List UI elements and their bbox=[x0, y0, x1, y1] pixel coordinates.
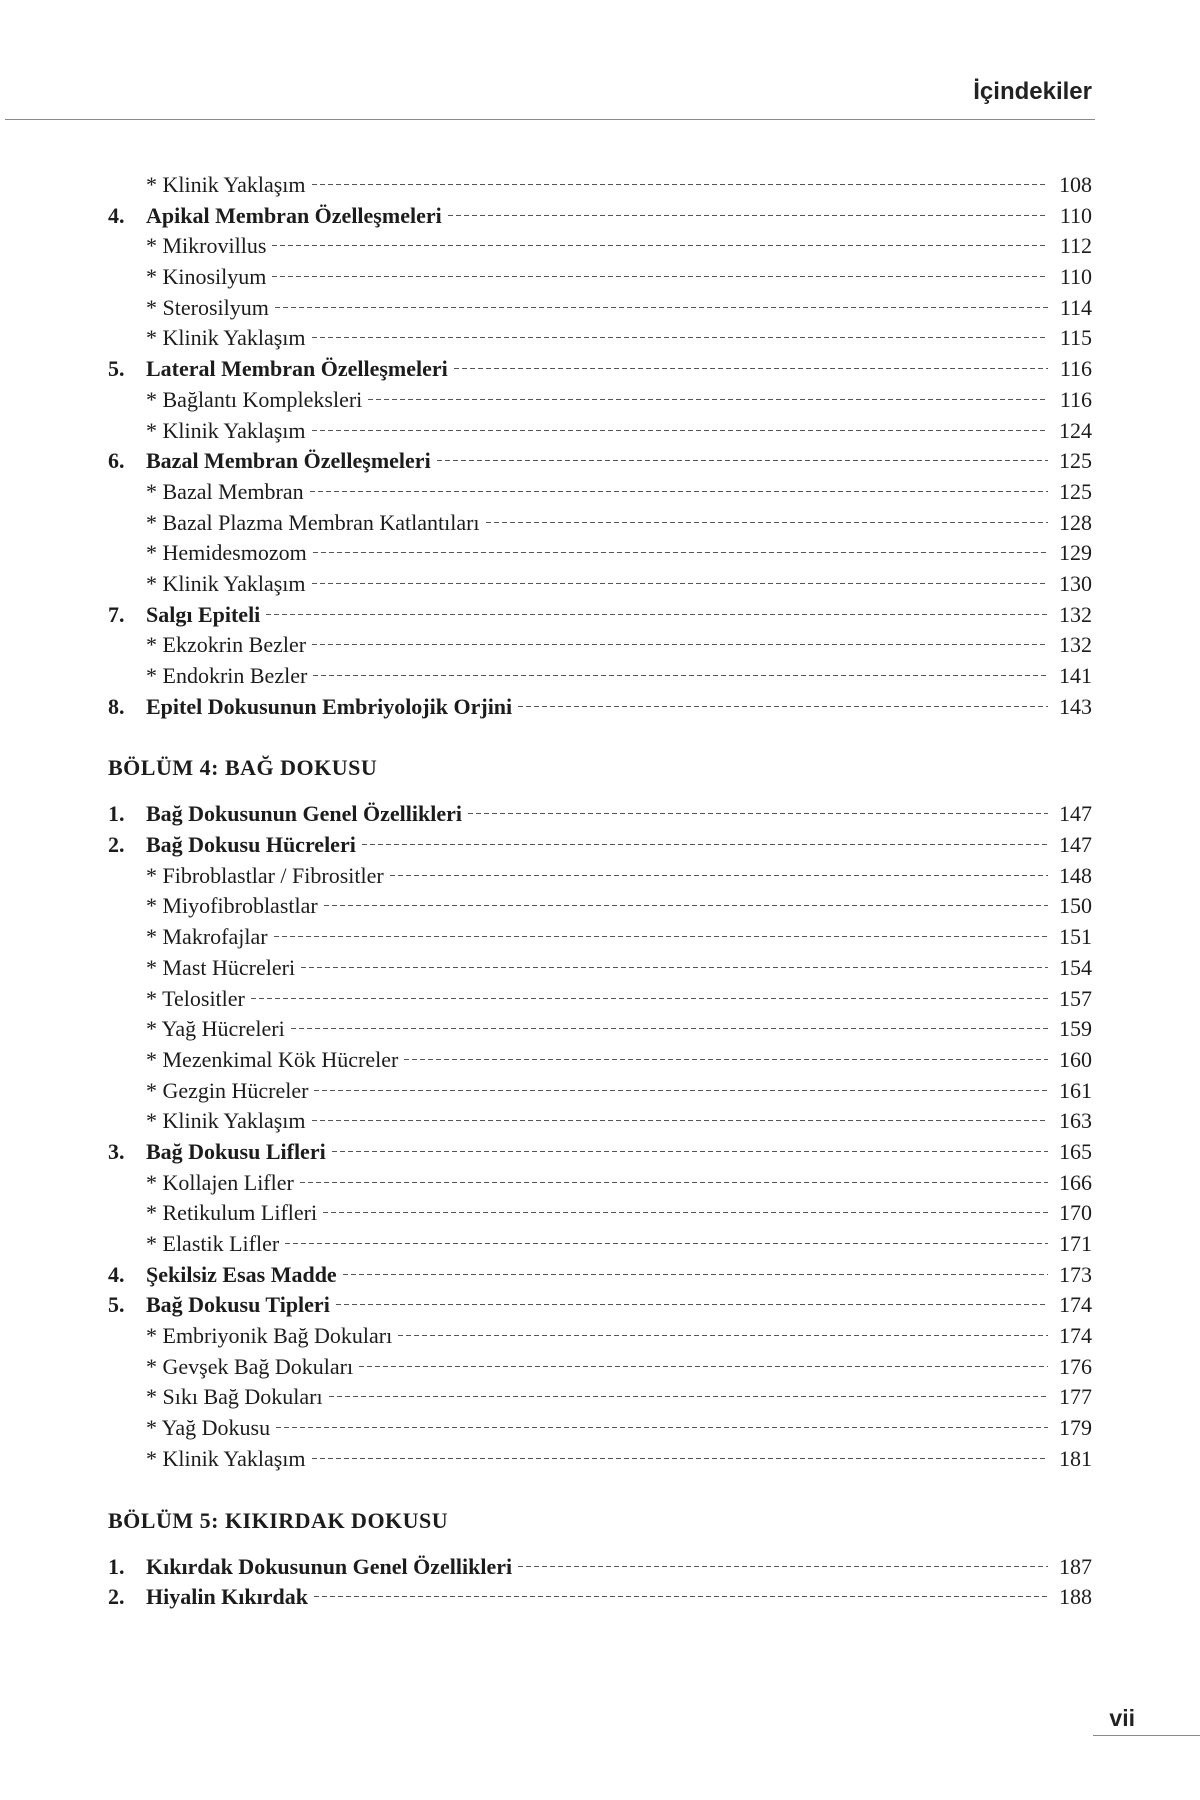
toc-entry-page: 132 bbox=[1059, 601, 1092, 627]
toc-entry-page: 171 bbox=[1059, 1231, 1092, 1256]
dotted-leader bbox=[518, 1566, 1048, 1568]
toc-entry-page: 154 bbox=[1059, 954, 1092, 980]
dotted-leader bbox=[301, 967, 1048, 969]
toc-entry-page: 148 bbox=[1059, 862, 1092, 888]
dotted-leader bbox=[314, 1596, 1048, 1598]
toc-entry-page: 166 bbox=[1059, 1169, 1092, 1195]
toc-entry-page: 161 bbox=[1059, 1077, 1092, 1103]
toc-entry-title: * Sıkı Bağ Dokuları bbox=[146, 1384, 323, 1410]
toc-sub-entry[interactable] bbox=[108, 477, 1092, 508]
toc-entry-page: 147 bbox=[1059, 832, 1092, 858]
toc-entry-title: * Klinik Yaklaşım bbox=[146, 1108, 306, 1134]
toc-sub-entry[interactable] bbox=[108, 630, 1092, 661]
toc-sub-entry[interactable] bbox=[108, 538, 1092, 569]
toc-entry-title: * Gevşek Bağ Dokuları bbox=[146, 1353, 354, 1379]
toc-main-entry[interactable] bbox=[108, 1290, 1092, 1321]
toc-main-entry[interactable] bbox=[108, 1582, 1092, 1613]
toc-entry-title: * Kinosilyum bbox=[146, 264, 267, 290]
dotted-leader bbox=[312, 583, 1048, 585]
toc-sub-entry[interactable] bbox=[108, 1168, 1092, 1199]
toc-main-entry[interactable] bbox=[108, 1137, 1092, 1168]
toc-sub-entry[interactable] bbox=[108, 569, 1092, 600]
toc-entry-page: 110 bbox=[1059, 202, 1092, 228]
toc-entry-page: 141 bbox=[1059, 663, 1092, 688]
toc-entry-page: 147 bbox=[1059, 801, 1092, 827]
toc-entry-page: 170 bbox=[1059, 1200, 1092, 1226]
dotted-leader bbox=[390, 875, 1048, 877]
dotted-leader bbox=[329, 1396, 1048, 1398]
toc-entry-title: * Elastik Lifler bbox=[146, 1231, 280, 1256]
toc-entry-title: Salgı Epiteli bbox=[146, 601, 261, 627]
toc-entry-title: * Yağ Dokusu bbox=[146, 1415, 271, 1441]
toc-entry-title: * Ekzokrin Bezler bbox=[146, 632, 307, 658]
toc-entry-page: 187 bbox=[1059, 1553, 1092, 1579]
toc-sub-entry[interactable] bbox=[108, 953, 1092, 984]
dotted-leader bbox=[266, 614, 1048, 616]
toc-sub-entry[interactable] bbox=[108, 323, 1092, 354]
dotted-leader bbox=[275, 307, 1048, 309]
toc-sub-entry[interactable] bbox=[108, 1352, 1092, 1383]
toc-sub-entry[interactable] bbox=[108, 293, 1092, 324]
toc-entry-page: 150 bbox=[1059, 893, 1092, 919]
toc-entry-page: 124 bbox=[1059, 417, 1092, 443]
toc-entry-page: 181 bbox=[1059, 1445, 1092, 1471]
toc-sub-entry[interactable] bbox=[108, 1106, 1092, 1137]
toc-sub-entry[interactable] bbox=[108, 1413, 1092, 1444]
dotted-leader bbox=[251, 998, 1048, 1000]
toc-entry-page: 163 bbox=[1059, 1108, 1092, 1134]
toc-entry-page: 151 bbox=[1059, 924, 1092, 950]
toc-entry-title: Kıkırdak Dokusunun Genel Özellikleri bbox=[146, 1553, 513, 1579]
toc-sub-entry[interactable] bbox=[108, 508, 1092, 539]
toc-sub-entry[interactable] bbox=[108, 1045, 1092, 1076]
dotted-leader bbox=[486, 522, 1048, 524]
toc-entry-title: * Gezgin Hücreler bbox=[146, 1077, 309, 1103]
toc-entry-title: * Klinik Yaklaşım bbox=[146, 1445, 306, 1471]
toc-entry-title: Bazal Membran Özelleşmeleri bbox=[146, 448, 431, 474]
chapter-heading: BÖLÜM 4: BAĞ DOKUSU bbox=[108, 755, 378, 781]
toc-entry-title: * Retikulum Lifleri bbox=[146, 1200, 318, 1226]
page-header-title: İçindekiler bbox=[973, 78, 1092, 105]
toc-entry-title: * Klinik Yaklaşım bbox=[146, 325, 306, 351]
dotted-leader bbox=[343, 1274, 1048, 1276]
dotted-leader bbox=[324, 905, 1048, 907]
toc-entry-title: Bağ Dokusu Tipleri bbox=[146, 1292, 330, 1318]
toc-entry-page: 128 bbox=[1059, 509, 1092, 535]
toc-entry-page: 129 bbox=[1059, 540, 1092, 566]
dotted-leader bbox=[272, 245, 1048, 247]
dotted-leader bbox=[276, 1427, 1048, 1429]
toc-entry-page: 112 bbox=[1059, 233, 1092, 259]
toc-entry-page: 143 bbox=[1059, 693, 1092, 719]
dotted-leader bbox=[291, 1028, 1048, 1030]
toc-entry-title: * Embriyonik Bağ Dokuları bbox=[146, 1323, 393, 1349]
dotted-leader bbox=[313, 552, 1048, 554]
toc-entry-title: * Yağ Hücreleri bbox=[146, 1016, 285, 1042]
footer-divider bbox=[1093, 1735, 1200, 1736]
toc-entry-page: 125 bbox=[1059, 448, 1092, 474]
page-number: vii bbox=[1109, 1705, 1135, 1731]
dotted-leader bbox=[274, 936, 1048, 938]
toc-sub-entry[interactable] bbox=[108, 1229, 1092, 1260]
toc-entry-title: * Mikrovillus bbox=[146, 233, 267, 259]
dotted-leader bbox=[312, 1120, 1048, 1122]
toc-entry-page: 174 bbox=[1059, 1323, 1092, 1349]
toc-entry-title: * Makrofajlar bbox=[146, 924, 268, 950]
toc-entry-number: 5. bbox=[108, 1292, 125, 1318]
toc-entry-page: 177 bbox=[1059, 1384, 1092, 1410]
table-of-contents bbox=[108, 170, 1092, 1613]
toc-sub-entry[interactable] bbox=[108, 1444, 1092, 1475]
dotted-leader bbox=[285, 1243, 1048, 1245]
toc-entry-title: * Bağlantı Kompleksleri bbox=[146, 386, 363, 412]
toc-sub-entry[interactable] bbox=[108, 416, 1092, 447]
toc-entry-title: Lateral Membran Özelleşmeleri bbox=[146, 356, 448, 382]
dotted-leader bbox=[314, 1090, 1048, 1092]
dotted-leader bbox=[312, 337, 1048, 339]
toc-entry-page: 188 bbox=[1059, 1584, 1092, 1610]
dotted-leader bbox=[336, 1304, 1048, 1306]
dotted-leader bbox=[359, 1366, 1048, 1368]
toc-entry-number: 3. bbox=[108, 1138, 125, 1164]
dotted-leader bbox=[312, 430, 1048, 432]
toc-sub-entry[interactable] bbox=[108, 231, 1092, 262]
toc-main-entry[interactable] bbox=[108, 201, 1092, 232]
toc-entry-title: * Hemidesmozom bbox=[146, 540, 307, 566]
dotted-leader bbox=[310, 491, 1048, 493]
toc-entry-title: Bağ Dokusu Lifleri bbox=[146, 1138, 326, 1164]
toc-entry-title: Bağ Dokusu Hücreleri bbox=[146, 832, 356, 858]
dotted-leader bbox=[272, 276, 1048, 278]
dotted-leader bbox=[437, 460, 1048, 462]
toc-entry-page: 157 bbox=[1059, 985, 1092, 1011]
toc-entry-page: 173 bbox=[1059, 1261, 1092, 1287]
toc-entry-number: 4. bbox=[108, 1261, 125, 1287]
toc-entry-number: 1. bbox=[108, 801, 125, 827]
dotted-leader bbox=[300, 1182, 1048, 1184]
toc-entry-title: * Klinik Yaklaşım bbox=[146, 417, 306, 443]
dotted-leader bbox=[323, 1212, 1048, 1214]
toc-entry-number: 2. bbox=[108, 1584, 125, 1610]
toc-main-entry[interactable] bbox=[108, 446, 1092, 477]
toc-sub-entry[interactable] bbox=[108, 1382, 1092, 1413]
toc-entry-title: * Mezenkimal Kök Hücreler bbox=[146, 1046, 399, 1072]
toc-sub-entry[interactable] bbox=[108, 1198, 1092, 1229]
toc-sub-entry[interactable] bbox=[108, 861, 1092, 892]
dotted-leader bbox=[468, 813, 1048, 815]
toc-entry-title: * Telositler bbox=[146, 985, 245, 1011]
toc-sub-entry[interactable] bbox=[108, 661, 1092, 692]
toc-entry-number: 2. bbox=[108, 832, 125, 858]
toc-entry-page: 116 bbox=[1059, 356, 1092, 382]
toc-main-entry[interactable] bbox=[108, 1260, 1092, 1291]
toc-entry-page: 110 bbox=[1059, 264, 1092, 290]
toc-entry-page: 125 bbox=[1059, 478, 1092, 504]
dotted-leader bbox=[312, 644, 1048, 646]
toc-entry-title: * Bazal Plazma Membran Katlantıları bbox=[146, 509, 480, 535]
toc-main-entry[interactable] bbox=[108, 799, 1092, 830]
toc-sub-entry[interactable] bbox=[108, 922, 1092, 953]
chapter-heading: BÖLÜM 5: KIKIRDAK DOKUSU bbox=[108, 1507, 449, 1533]
toc-sub-entry[interactable] bbox=[108, 984, 1092, 1015]
dotted-leader bbox=[332, 1151, 1048, 1153]
toc-entry-page: 108 bbox=[1059, 172, 1092, 197]
toc-entry-title: Bağ Dokusunun Genel Özellikleri bbox=[146, 801, 462, 827]
toc-entry-page: 174 bbox=[1059, 1292, 1092, 1318]
toc-sub-entry[interactable] bbox=[108, 385, 1092, 416]
toc-entry-title: Apikal Membran Özelleşmeleri bbox=[146, 202, 442, 228]
toc-entry-title: * Endokrin Bezler bbox=[146, 663, 308, 688]
toc-entry-page: 130 bbox=[1059, 570, 1092, 596]
toc-entry-title: Hiyalin Kıkırdak bbox=[146, 1584, 308, 1610]
toc-entry-title: * Miyofibroblastlar bbox=[146, 893, 318, 919]
toc-entry-number: 4. bbox=[108, 202, 125, 228]
dotted-leader bbox=[518, 706, 1048, 708]
toc-entry-page: 115 bbox=[1059, 325, 1092, 351]
toc-main-entry[interactable] bbox=[108, 354, 1092, 385]
toc-entry-page: 176 bbox=[1059, 1353, 1092, 1379]
toc-main-entry[interactable] bbox=[108, 600, 1092, 631]
header-divider bbox=[5, 119, 1095, 120]
toc-sub-entry[interactable] bbox=[108, 262, 1092, 293]
dotted-leader bbox=[313, 675, 1048, 677]
toc-entry-number: 6. bbox=[108, 448, 125, 474]
toc-entry-page: 159 bbox=[1059, 1016, 1092, 1042]
toc-entry-number: 5. bbox=[108, 356, 125, 382]
toc-entry-page: 160 bbox=[1059, 1046, 1092, 1072]
toc-entry-title: * Fibroblastlar / Fibrositler bbox=[146, 862, 384, 888]
toc-entry-title: * Kollajen Lifler bbox=[146, 1169, 294, 1195]
dotted-leader bbox=[312, 184, 1048, 186]
toc-main-entry[interactable] bbox=[108, 1552, 1092, 1583]
toc-entry-page: 179 bbox=[1059, 1415, 1092, 1441]
toc-entry-title: Şekilsiz Esas Madde bbox=[146, 1261, 337, 1287]
toc-entry-page: 114 bbox=[1059, 294, 1092, 320]
toc-entry-number: 1. bbox=[108, 1553, 125, 1579]
toc-entry-title: * Bazal Membran bbox=[146, 478, 304, 504]
dotted-leader bbox=[368, 399, 1048, 401]
toc-entry-title: Epitel Dokusunun Embriyolojik Orjini bbox=[146, 693, 513, 719]
toc-sub-entry[interactable] bbox=[108, 891, 1092, 922]
toc-entry-title: * Mast Hücreleri bbox=[146, 954, 296, 980]
toc-sub-entry[interactable] bbox=[108, 1321, 1092, 1352]
toc-entry-title: * Klinik Yaklaşım bbox=[146, 570, 306, 596]
dotted-leader bbox=[362, 844, 1048, 846]
toc-entry-title: * Klinik Yaklaşım bbox=[146, 172, 306, 197]
toc-main-entry[interactable] bbox=[108, 830, 1092, 861]
toc-entry-page: 165 bbox=[1059, 1138, 1092, 1164]
dotted-leader bbox=[448, 215, 1048, 217]
dotted-leader bbox=[454, 368, 1048, 370]
toc-sub-entry[interactable] bbox=[108, 1014, 1092, 1045]
dotted-leader bbox=[404, 1059, 1048, 1061]
dotted-leader bbox=[398, 1335, 1048, 1337]
toc-sub-entry[interactable] bbox=[108, 1076, 1092, 1107]
toc-entry-page: 132 bbox=[1059, 632, 1092, 658]
toc-sub-entry[interactable] bbox=[108, 170, 1092, 201]
toc-entry-number: 8. bbox=[108, 693, 125, 719]
dotted-leader bbox=[312, 1458, 1048, 1460]
toc-entry-title: * Sterosilyum bbox=[146, 294, 269, 320]
toc-main-entry[interactable] bbox=[108, 692, 1092, 723]
toc-entry-page: 116 bbox=[1059, 386, 1092, 412]
toc-entry-number: 7. bbox=[108, 601, 125, 627]
